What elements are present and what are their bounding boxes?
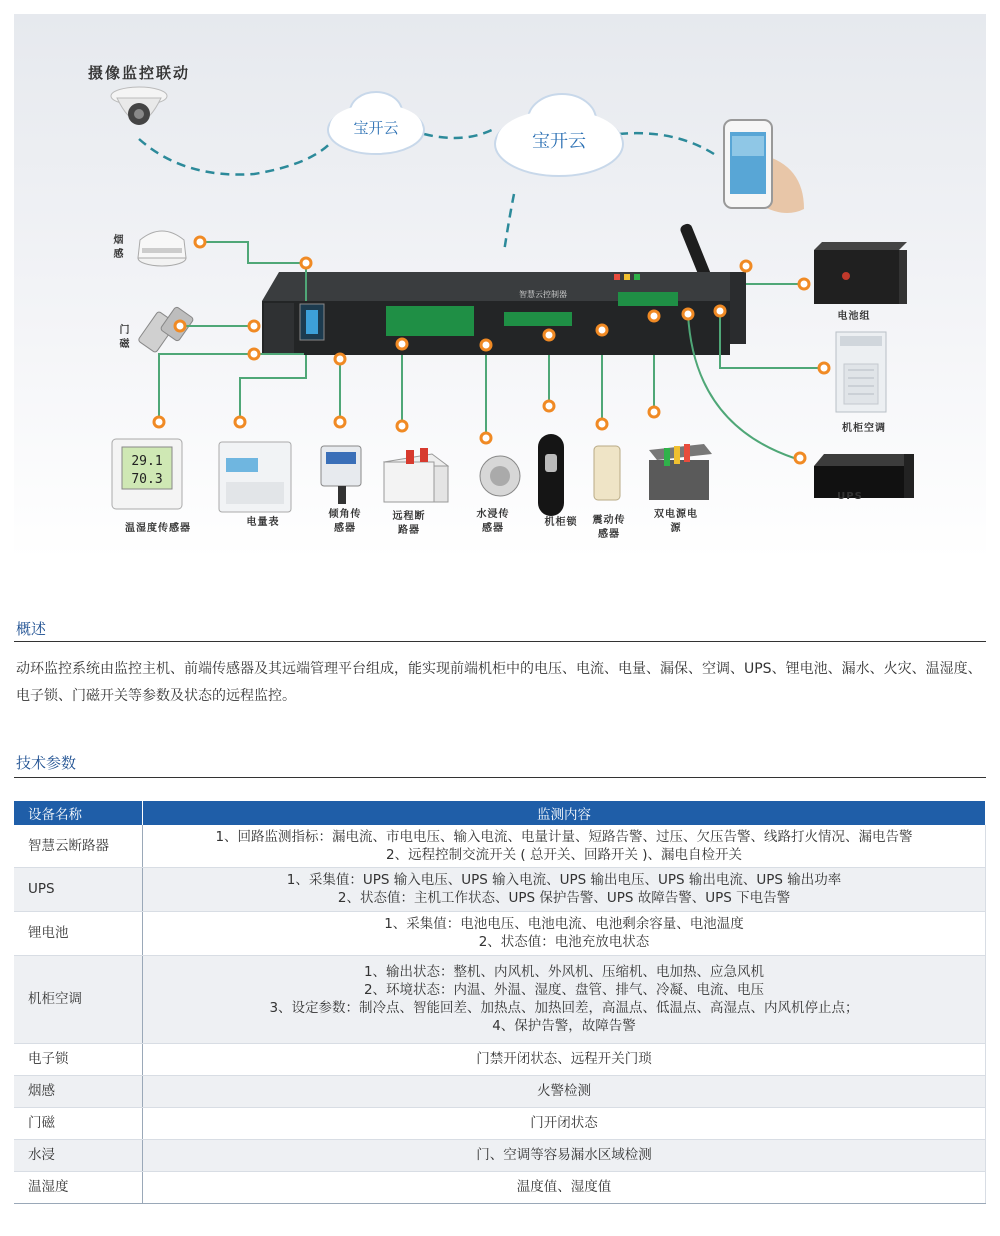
smoke-label: 烟感 xyxy=(113,235,125,260)
tech-divider xyxy=(14,777,986,778)
content-line: 4、保护告警，故障告警 xyxy=(492,1018,636,1034)
table-row xyxy=(14,1075,986,1107)
bottom-label-dual-power: 双电源电源 xyxy=(654,509,698,534)
content-line: 门开闭状态 xyxy=(530,1115,598,1131)
controller-device xyxy=(262,272,746,355)
monitoring-content-cell xyxy=(143,1043,986,1075)
table-row xyxy=(14,1139,986,1171)
tech-title: 技术参数 xyxy=(16,754,77,772)
bottom-label-vibration-sensor: 震动传感器 xyxy=(592,515,626,540)
lcd-line1: 29.1 xyxy=(131,454,163,469)
content-line: 1、采集值：UPS 输入电压、UPS 输入电流、UPS 输出电压、UPS 输出电流、UPS 输出功率 xyxy=(286,872,842,888)
cabinet-ac-icon xyxy=(836,332,886,412)
device-name-cell: 机柜空调 xyxy=(14,955,143,1043)
bottom-label-tilt-sensor: 倾角传感器 xyxy=(328,509,362,534)
phone-icon xyxy=(724,120,804,213)
device-name-cell: 水浸 xyxy=(14,1139,143,1171)
ups-label: UPS xyxy=(837,491,863,502)
content-line: 3、设定参数：制冷点、智能回差、加热点、加热回差，高温点、低温点、高湿点、内风机停止点； xyxy=(269,1000,859,1016)
bottom-label-cabinet-lock: 机柜锁 xyxy=(544,517,578,528)
overview-text: 动环监控系统由监控主机、前端传感器及其远端管理平台组成，能实现前端机柜中的电压、电流、电量、漏保、空调、UPS、锂电池、漏水、火灾、温湿度、电子锁、门磁开关等参数及状态的远程监控。 xyxy=(16,661,982,704)
device-name-cell: 智慧云断路器 xyxy=(14,825,143,867)
bottom-label-temp-humidity: 温湿度传感器 xyxy=(125,523,191,534)
device-panel-label: 智慧云控制器 xyxy=(519,290,567,299)
monitoring-content-cell xyxy=(143,825,986,867)
table-row xyxy=(14,1171,986,1203)
monitoring-content-cell xyxy=(143,1107,986,1139)
water-sensor-icon xyxy=(480,456,520,496)
content-line: 温度值、湿度值 xyxy=(516,1179,612,1195)
battery-label: 电池组 xyxy=(837,311,871,322)
remote-breaker-icon xyxy=(384,448,448,502)
table-row xyxy=(14,867,986,911)
monitoring-content-cell xyxy=(143,955,986,1043)
cloud-right-label: 宝开云 xyxy=(532,131,586,152)
header-monitoring-content: 监测内容 xyxy=(143,801,986,825)
header-device-name: 设备名称 xyxy=(14,801,143,825)
content-line: 火警检测 xyxy=(537,1083,591,1099)
cloud-device-link xyxy=(504,194,514,252)
content-line: 门、空调等容易漏水区域检测 xyxy=(476,1147,652,1163)
system-diagram xyxy=(14,14,986,560)
door-label: 门磁 xyxy=(119,325,131,350)
overview-title: 概述 xyxy=(16,620,47,638)
ac-label: 机柜空调 xyxy=(842,423,886,434)
cloud-cloud-link xyxy=(424,129,494,138)
diagram-svg xyxy=(14,14,986,560)
monitoring-content-cell xyxy=(143,1139,986,1171)
lcd-line2: 70.3 xyxy=(131,472,163,487)
tilt-sensor-icon xyxy=(321,446,361,504)
monitoring-content-cell xyxy=(143,911,986,955)
device-name-cell: 温湿度 xyxy=(14,1171,143,1203)
table-row xyxy=(14,1107,986,1139)
content-line: 1、回路监测指标：漏电流、市电电压、输入电流、电量计量、短路告警、过压、欠压告警、线路打火情况、漏电告警 xyxy=(215,828,913,845)
cabinet-lock-icon xyxy=(538,434,564,516)
bottom-label-water-sensor: 水浸传感器 xyxy=(476,509,510,534)
device-name-cell: 锂电池 xyxy=(14,911,143,955)
overview-divider xyxy=(14,641,986,642)
bottom-label-remote-breaker: 远程断路器 xyxy=(392,511,426,536)
camera-icon xyxy=(111,87,167,125)
monitoring-content-cell xyxy=(143,867,986,911)
content-line: 2、环境状态：内温、外温、湿度、盘管、排气、冷凝、电流、电压 xyxy=(363,982,765,998)
table-row xyxy=(14,955,986,1043)
device-name-cell: 门磁 xyxy=(14,1107,143,1139)
content-line: 1、采集值：电池电压、电池电流、电池剩余容量、电池温度 xyxy=(384,916,744,932)
vibration-sensor-icon xyxy=(594,446,620,500)
camera-label: 摄像监控联动 xyxy=(88,64,191,82)
cloud-left-label: 宝开云 xyxy=(353,119,399,137)
content-line: 1、输出状态：整机、内风机、外风机、压缩机、电加热、应急风机 xyxy=(363,964,765,980)
temp-humidity-sensor-icon xyxy=(112,439,182,509)
table-row xyxy=(14,1043,986,1075)
spec-table-body xyxy=(14,825,986,1203)
spec-table-header xyxy=(14,801,986,825)
device-name-cell: 烟感 xyxy=(14,1075,143,1107)
door-sensor-icon xyxy=(138,306,194,353)
content-line: 2、远程控制交流开关 ( 总开关、回路开关 )、漏电自检开关 xyxy=(386,846,742,863)
spec-table xyxy=(14,801,986,1204)
device-name-cell: 电子锁 xyxy=(14,1043,143,1075)
content-line: 门禁开闭状态、远程开关门琐 xyxy=(476,1051,652,1067)
monitoring-content-cell xyxy=(143,1171,986,1203)
bottom-label-energy-meter: 电量表 xyxy=(246,517,280,528)
cloud-phone-link xyxy=(619,133,714,154)
smoke-sensor-icon xyxy=(138,231,186,266)
table-row xyxy=(14,911,986,955)
monitoring-content-cell xyxy=(143,1075,986,1107)
table-row xyxy=(14,825,986,867)
battery-pack-icon xyxy=(814,242,907,304)
dual-power-icon xyxy=(649,444,712,500)
device-name-cell: UPS xyxy=(14,867,143,911)
energy-meter-icon xyxy=(219,442,291,512)
content-line: 2、状态值：主机工作状态、UPS 保护告警、UPS 故障告警、UPS 下电告警 xyxy=(337,890,791,906)
camera-cloud-link xyxy=(139,139,334,175)
content-line: 2、状态值：电池充放电状态 xyxy=(478,934,650,950)
